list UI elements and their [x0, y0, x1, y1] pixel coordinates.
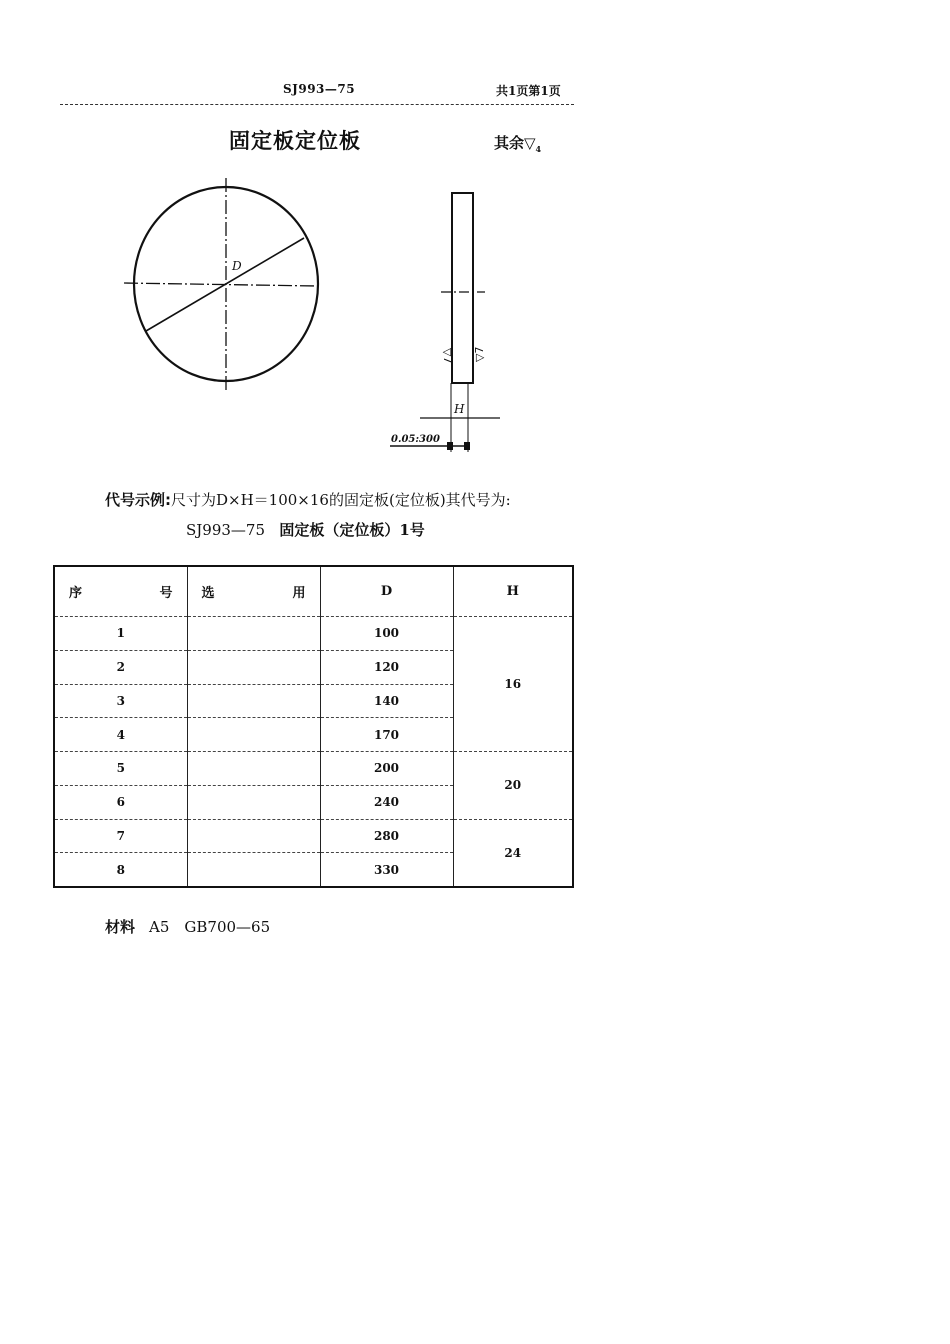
- cell-seq: 3: [54, 684, 187, 718]
- cell-d: 200: [320, 752, 453, 786]
- table-row: [54, 819, 573, 853]
- standard-code: SJ993—75: [283, 82, 356, 96]
- cell-select: [187, 684, 320, 718]
- cell-seq: 6: [54, 785, 187, 819]
- tolerance-marker-left: [447, 442, 453, 450]
- header-select: 选 用: [187, 566, 320, 617]
- cell-select: [187, 785, 320, 819]
- roughness-mark-left: ▽7: [441, 348, 454, 364]
- cell-d: 140: [320, 684, 453, 718]
- table-row: [54, 752, 573, 786]
- table-header-row: [54, 566, 573, 617]
- designation-line: [186, 519, 425, 540]
- technical-drawing: [0, 0, 950, 470]
- table-row: [54, 617, 573, 651]
- cell-seq: 5: [54, 752, 187, 786]
- roughness-grade: 4: [535, 144, 542, 154]
- cell-select: [187, 819, 320, 853]
- material-label: 材料: [105, 918, 136, 936]
- cell-select: [187, 752, 320, 786]
- designation-name: 固定板（定位板）1号: [279, 521, 425, 539]
- horizontal-centerline: [124, 283, 318, 286]
- roughness-mark-right: ▽7: [473, 346, 486, 362]
- page-title: 固定板定位板: [229, 129, 361, 153]
- cell-select: [187, 853, 320, 887]
- cell-seq: 2: [54, 650, 187, 684]
- header-d: D: [320, 566, 453, 617]
- spec-table: [53, 565, 574, 888]
- cell-seq: 1: [54, 617, 187, 651]
- diameter-line: [146, 238, 304, 331]
- cell-h: 16: [453, 617, 573, 752]
- cell-select: [187, 617, 320, 651]
- cell-select: [187, 718, 320, 752]
- diameter-label: D: [232, 259, 242, 273]
- example-label: 代号示例:: [105, 491, 171, 509]
- cell-select: [187, 650, 320, 684]
- page-info: 共1页第1页: [496, 84, 561, 98]
- cell-h: 24: [453, 819, 573, 887]
- example-line: [105, 489, 511, 510]
- tolerance-label: 0.05:300: [391, 434, 440, 445]
- header-seq: 序 号: [54, 566, 187, 617]
- thickness-label: H: [454, 402, 465, 416]
- cell-d: 330: [320, 853, 453, 887]
- plate-side-view: [452, 193, 473, 383]
- material-value: A5 GB700—65: [149, 918, 271, 936]
- cell-seq: 8: [54, 853, 187, 887]
- material-line: [105, 916, 270, 937]
- example-text: 尺寸为D×H＝100×16的固定板(定位板)其代号为:: [171, 491, 511, 509]
- cell-d: 120: [320, 650, 453, 684]
- cell-d: 240: [320, 785, 453, 819]
- cell-d: 280: [320, 819, 453, 853]
- cell-d: 170: [320, 718, 453, 752]
- tolerance-marker-right: [464, 442, 470, 450]
- cell-h: 20: [453, 752, 573, 819]
- designation-code: SJ993—75: [186, 521, 266, 539]
- header-h: H: [453, 566, 573, 617]
- roughness-note-text: 其余▽: [494, 134, 536, 152]
- cell-d: 100: [320, 617, 453, 651]
- cell-seq: 7: [54, 819, 187, 853]
- cell-seq: 4: [54, 718, 187, 752]
